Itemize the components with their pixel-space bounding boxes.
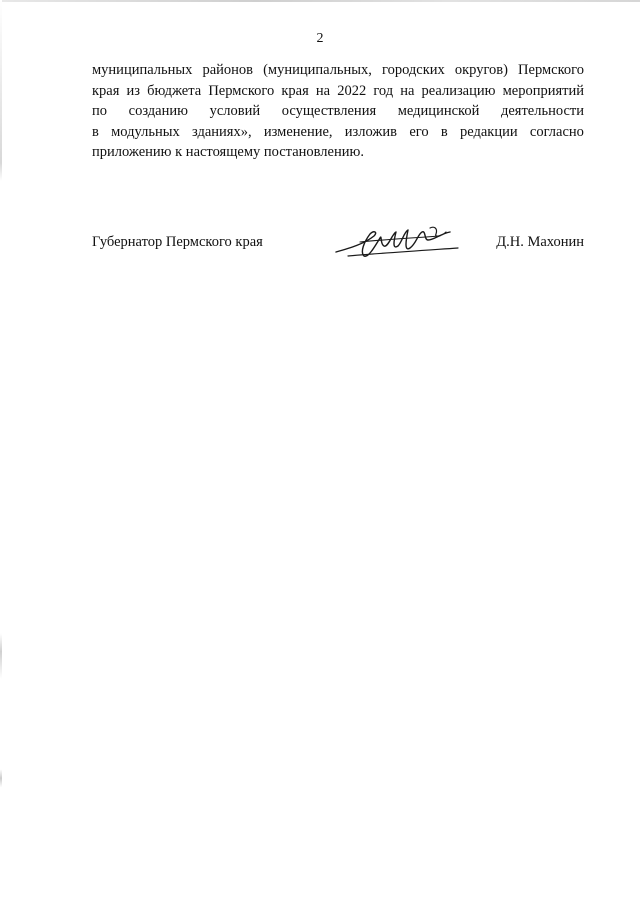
word: Пермского: [518, 62, 584, 78]
handwritten-signature: [330, 222, 460, 262]
scan-edge-top: [0, 0, 640, 2]
word: края: [281, 82, 309, 99]
signature-block: [92, 228, 584, 268]
word: медицинской: [397, 103, 480, 119]
word: деятельности: [500, 103, 584, 119]
word: из: [126, 82, 141, 99]
word: мероприятий: [502, 82, 584, 99]
word: редакции: [459, 123, 518, 140]
body-line: [92, 122, 584, 143]
word: 2022: [337, 82, 367, 99]
page-number: 2: [316, 31, 324, 46]
body-line: [92, 81, 584, 102]
scan-edge-left: [0, 0, 2, 905]
word: городских: [381, 62, 445, 78]
word: условий: [209, 103, 261, 119]
word: районов: [202, 62, 254, 78]
word: в: [92, 123, 99, 140]
word: изложив: [344, 123, 398, 140]
word: модульных: [111, 123, 180, 140]
body-line: [92, 101, 584, 122]
word: согласно: [529, 123, 584, 140]
word: в: [440, 123, 448, 140]
word: по: [92, 103, 108, 119]
word: муниципальных: [92, 62, 193, 78]
word: края: [92, 82, 120, 99]
word: год: [373, 82, 394, 99]
word: осуществления: [281, 103, 377, 119]
word: его: [409, 123, 429, 140]
signer-title: Губернатор Пермского края: [92, 234, 263, 250]
word: Пермского: [208, 82, 275, 99]
word: созданию: [128, 103, 188, 119]
word: реализацию: [421, 82, 496, 99]
word: изменение,: [263, 123, 333, 140]
word: на: [315, 82, 331, 99]
word: на: [400, 82, 415, 99]
body-line: приложению к настоящему постановлению.: [92, 144, 364, 160]
body-line: [92, 60, 584, 81]
word: округов): [454, 62, 508, 78]
body-paragraph: [92, 60, 584, 163]
word: (муниципальных,: [263, 62, 372, 78]
word: зданиях»,: [192, 123, 252, 140]
signer-name: Д.Н. Махонин: [496, 234, 584, 250]
word: бюджета: [147, 82, 202, 99]
